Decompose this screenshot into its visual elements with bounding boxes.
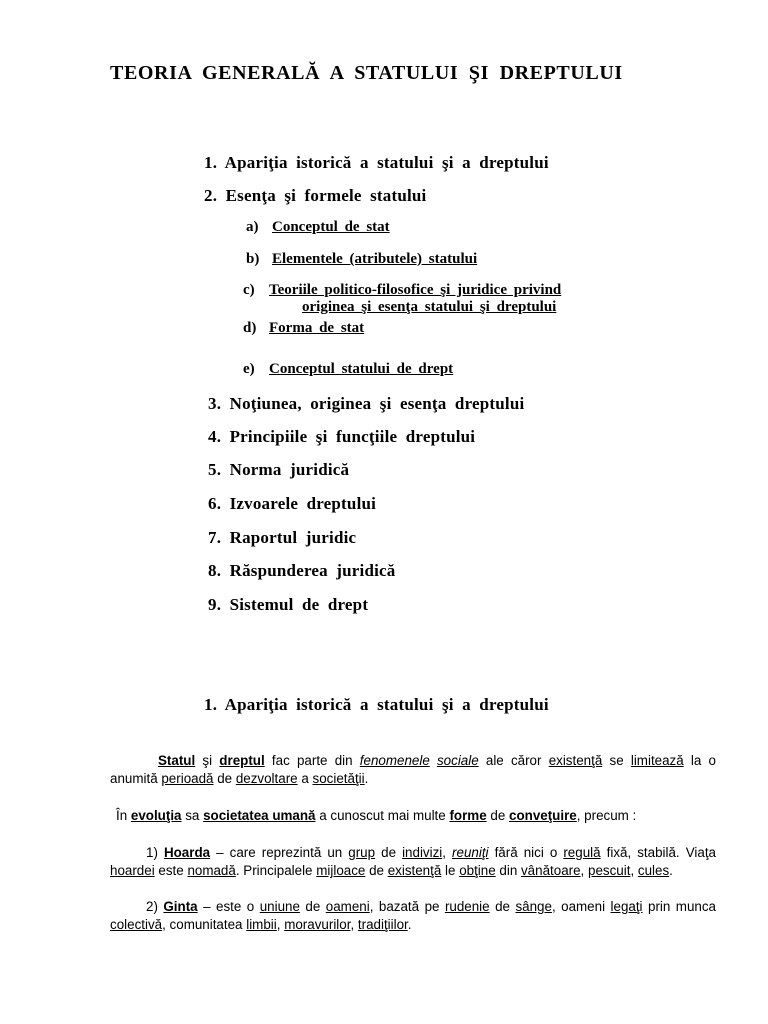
word: legaţi	[610, 899, 643, 914]
word: hoardei	[110, 863, 155, 878]
word: moravurilor	[284, 917, 351, 932]
word: limitează	[630, 753, 684, 768]
word: cules	[637, 863, 670, 878]
toc-sub-b-label: b)	[246, 251, 260, 267]
paragraph-ginta: 2) Ginta – este o uniune de oameni, bazată pe rudenie de sânge, oameni legaţi prin munca colectivă, comunitatea limbii, moravurilor, tradiţiilor.	[110, 899, 716, 932]
toc-sub-d-text: Forma de stat	[269, 320, 365, 336]
toc-sub-d-label: d)	[243, 320, 257, 336]
word: sociale	[436, 753, 479, 768]
word: Statul	[158, 753, 196, 768]
word: existenţă	[548, 753, 603, 768]
word: oameni	[325, 899, 370, 914]
word: existenţă	[387, 863, 442, 878]
word: perioadă	[161, 771, 214, 786]
word: obţine	[459, 863, 496, 878]
word: regulă	[563, 845, 601, 860]
paragraph-hoarda: 1) Hoarda – care reprezintă un grup de indivizi, reuniţi fără nici o regulă fixă, stabilă. Viaţa hoardei este nomadă. Principalele mijloace de existenţă le obţine din vânătoare, pescuit, cules.	[110, 845, 716, 878]
word: indivizi	[402, 845, 443, 860]
word: vânătoare	[520, 863, 581, 878]
paragraph-evolution: În evoluţia sa societatea umană a cunoscut mai multe forme de conveţuire, precum :	[116, 808, 637, 823]
word: forme	[449, 808, 487, 823]
toc-sub-c	[243, 282, 561, 299]
toc-item-6: 6. Izvoarele dreptului	[208, 494, 377, 513]
toc-item-3: 3. Noţiunea, originea şi esenţa dreptului	[208, 394, 525, 413]
toc-item-8: 8. Răspunderea juridică	[208, 561, 396, 580]
toc-sub-a-label: a)	[246, 219, 259, 235]
toc-item-9: 9. Sistemul de drept	[208, 595, 369, 614]
word: colectivă	[110, 917, 163, 932]
section-heading: 1. Apariţia istorică a statului şi a dreptului	[204, 695, 549, 714]
word: nomadă	[187, 863, 236, 878]
toc-sub-e	[243, 361, 453, 378]
toc-sub-a-text: Conceptul de stat	[272, 219, 390, 235]
paragraph-intro: Statul şi dreptul fac parte din fenomenele sociale ale căror existenţă se limitează la o anumită perioadă de dezvoltare a societăţii.	[110, 753, 716, 786]
word: Hoarda	[163, 845, 211, 860]
toc-sub-b-text: Elementele (atributele) statului	[272, 251, 478, 267]
word: societăţii	[312, 771, 365, 786]
toc-item-5: 5. Norma juridică	[208, 460, 350, 479]
word: evoluţia	[130, 808, 182, 823]
toc-item-7: 7. Raportul juridic	[208, 528, 357, 547]
toc-sub-d	[243, 320, 364, 337]
toc-sub-a	[246, 219, 390, 236]
word: conveţuire	[509, 808, 577, 823]
toc-item-4: 4. Principiile şi funcţiile dreptului	[208, 427, 476, 446]
word: fenomenele	[359, 753, 430, 768]
word: uniune	[259, 899, 300, 914]
word: societatea umană	[203, 808, 316, 823]
toc-sub-c-line2: originea şi esenţa statului şi dreptului	[302, 299, 557, 315]
word: reuniţi	[452, 845, 489, 860]
toc-sub-b	[246, 251, 477, 268]
word: limbii	[246, 917, 277, 932]
toc-sub-e-text: Conceptul statului de drept	[269, 361, 454, 377]
word: pescuit	[588, 863, 631, 878]
toc-sub-c-label: c)	[243, 282, 255, 298]
word: tradiţiilor	[357, 917, 408, 932]
toc-sub-c-line1: Teoriile politico-filosofice şi juridice privind	[269, 282, 562, 298]
document-title: TEORIA GENERALĂ A STATULUI ŞI DREPTULUI	[110, 62, 623, 84]
word: grup	[348, 845, 376, 860]
word: Ginta	[163, 899, 198, 914]
toc-item-1: 1. Apariţia istorică a statului şi a dreptului	[204, 153, 549, 172]
word: dreptul	[219, 753, 265, 768]
toc-sub-e-label: e)	[243, 361, 255, 377]
word: mijloace	[316, 863, 366, 878]
word: sânge	[515, 899, 552, 914]
word: dezvoltare	[235, 771, 298, 786]
word: rudenie	[444, 899, 490, 914]
toc-item-2: 2. Esenţa şi formele statului	[204, 186, 427, 205]
